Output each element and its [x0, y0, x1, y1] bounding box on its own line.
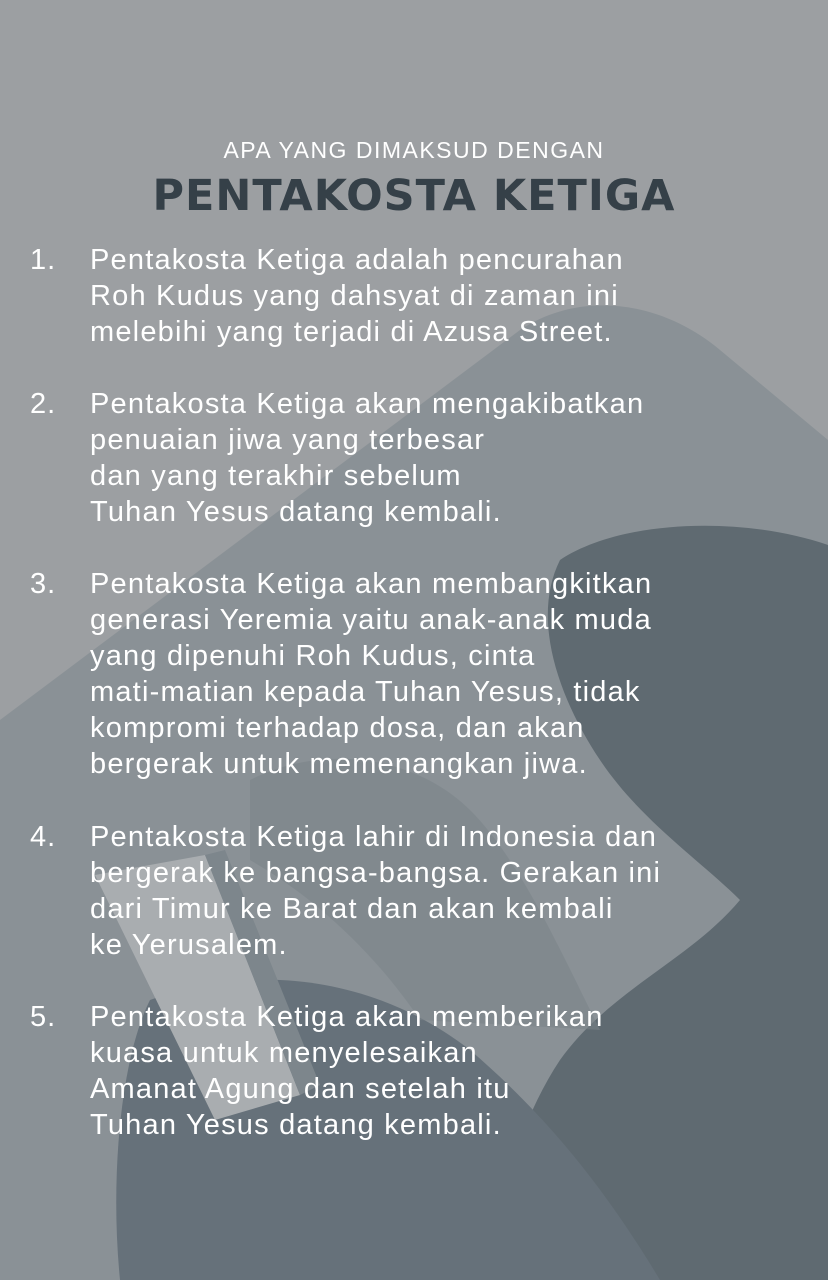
item-line: Tuhan Yesus datang kembali. [90, 496, 502, 528]
item-line: ke Yerusalem. [90, 929, 288, 961]
page-title: PENTAKOSTA KETIGA [152, 171, 676, 221]
item-text [90, 819, 820, 963]
item-line: dan yang terakhir sebelum [90, 460, 462, 492]
item-number: 3. [30, 568, 57, 600]
item-line: bergerak untuk memenangkan jiwa. [90, 748, 588, 780]
item-line: Pentakosta Ketiga akan mengakibatkan [90, 388, 645, 420]
item-line: Roh Kudus yang dahsyat di zaman ini [90, 280, 619, 312]
item-line: bergerak ke bangsa-bangsa. Gerakan ini [90, 857, 662, 889]
item-line: generasi Yeremia yaitu anak-anak muda [90, 604, 652, 636]
item-text [90, 566, 820, 782]
item-text [90, 386, 820, 530]
item-text [90, 242, 820, 350]
item-line: melebihi yang terjadi di Azusa Street. [90, 316, 613, 348]
item-line: Pentakosta Ketiga lahir di Indonesia dan [90, 821, 658, 853]
item-line: Pentakosta Ketiga akan membangkitkan [90, 568, 653, 600]
item-line: Tuhan Yesus datang kembali. [90, 1109, 502, 1141]
item-number: 2. [30, 388, 57, 420]
item-line: Pentakosta Ketiga adalah pencurahan [90, 244, 624, 276]
item-line: Amanat Agung dan setelah itu [90, 1073, 511, 1105]
item-line: kompromi terhadap dosa, dan akan [90, 712, 585, 744]
item-text [90, 999, 820, 1143]
item-line: penuaian jiwa yang terbesar [90, 424, 486, 456]
item-line: kuasa untuk menyelesaikan [90, 1037, 478, 1069]
item-line: dari Timur ke Barat dan akan kembali [90, 893, 614, 925]
item-number: 1. [30, 244, 57, 276]
item-number: 4. [30, 821, 57, 853]
item-line: mati-matian kepada Tuhan Yesus, tidak [90, 676, 641, 708]
item-number: 5. [30, 1001, 57, 1033]
item-line: yang dipenuhi Roh Kudus, cinta [90, 640, 536, 672]
eyebrow-text: APA YANG DIMAKSUD DENGAN [223, 137, 605, 163]
item-line: Pentakosta Ketiga akan memberikan [90, 1001, 604, 1033]
